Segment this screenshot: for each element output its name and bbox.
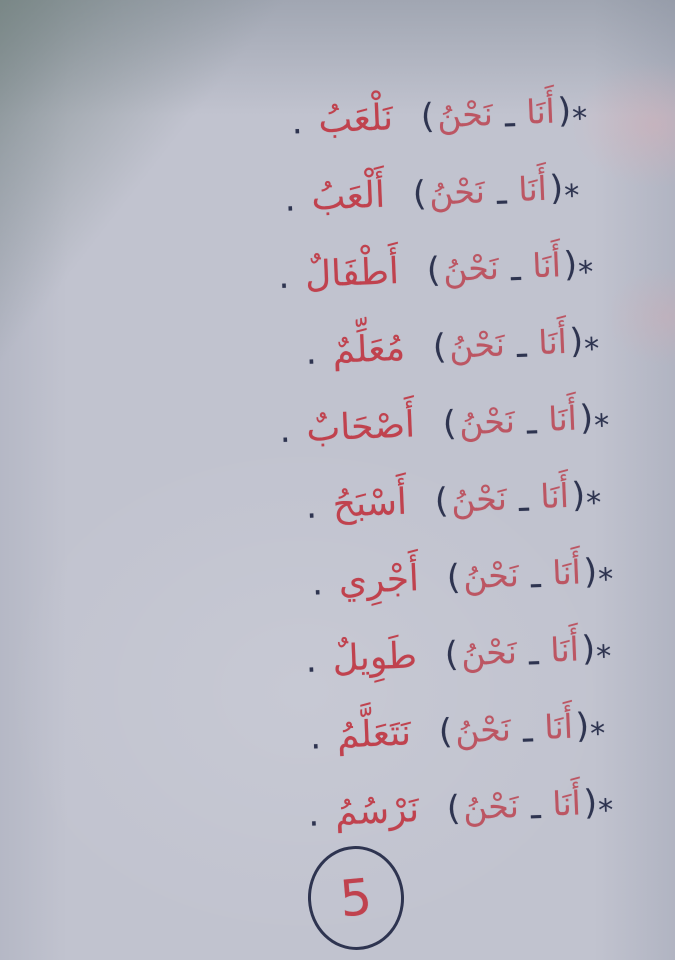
period-mark: .: [304, 331, 318, 373]
dash-separator: ـ: [525, 402, 538, 442]
pronoun-ana: أَنَا: [543, 706, 574, 747]
asterisk-mark: *: [589, 716, 607, 752]
close-paren: ): [446, 787, 462, 829]
close-paren: ): [442, 403, 458, 444]
pronoun-ana: أَنَا: [525, 91, 556, 132]
open-paren: (: [548, 167, 564, 209]
answer-word: أَسْبَحُ: [331, 481, 408, 526]
answer-word: نَرْسُمُ: [334, 789, 420, 834]
pronoun-nahnu: نَحْنُ: [442, 247, 500, 290]
asterisk-mark: *: [571, 101, 589, 137]
answer-word: مُعَلِّمٌ: [331, 327, 406, 372]
dash-separator: ـ: [517, 479, 530, 519]
open-paren: (: [578, 397, 594, 438]
pronoun-nahnu: نَحْنُ: [462, 785, 520, 828]
close-paren: ): [432, 326, 448, 368]
pronoun-ana: أَنَا: [551, 783, 582, 824]
pronoun-ana: أَنَا: [549, 629, 580, 670]
dash-separator: ـ: [529, 556, 542, 596]
page-number: 5: [337, 867, 375, 929]
dash-separator: ـ: [504, 95, 516, 135]
dash-separator: ـ: [521, 710, 534, 750]
period-mark: .: [305, 485, 318, 527]
asterisk-mark: *: [597, 793, 615, 829]
period-mark: .: [278, 410, 292, 451]
asterisk-mark: *: [563, 178, 581, 215]
dash-separator: ـ: [529, 787, 542, 827]
asterisk-mark: *: [593, 408, 611, 444]
answer-word: نَلْعَبُ: [317, 97, 394, 142]
asterisk-mark: *: [583, 331, 601, 368]
period-mark: .: [277, 256, 290, 297]
period-mark: .: [307, 793, 320, 835]
dash-separator: ـ: [496, 172, 508, 212]
close-paren: ): [446, 556, 462, 598]
dash-separator: ـ: [515, 325, 528, 366]
period-mark: .: [309, 716, 322, 758]
answer-word: أَطْفَالٌ: [304, 250, 400, 296]
close-paren: ): [434, 480, 450, 521]
answer-word: طَوِيلٌ: [331, 635, 418, 680]
open-paren: (: [582, 551, 598, 592]
open-paren: (: [574, 705, 590, 747]
asterisk-mark: *: [595, 639, 613, 675]
pronoun-ana: أَنَا: [531, 245, 562, 286]
open-paren: (: [568, 320, 584, 362]
answer-word: أَلْعَبُ: [310, 174, 386, 219]
close-paren: ): [412, 173, 428, 214]
open-paren: (: [570, 474, 586, 516]
pronoun-nahnu: نَحْنُ: [454, 709, 512, 751]
answer-word: أَجْرِي: [337, 558, 420, 603]
pronoun-nahnu: نَحْنُ: [428, 171, 486, 213]
open-paren: (: [582, 782, 598, 823]
pronoun-ana: أَنَا: [517, 168, 548, 209]
open-paren: (: [556, 90, 572, 131]
exercise-lines: [40, 70, 613, 840]
pronoun-nahnu: نَحْنُ: [460, 632, 518, 674]
pronoun-ana: أَنَا: [537, 321, 568, 363]
page-number-circle: [305, 844, 406, 953]
pronoun-nahnu: نَحْنُ: [436, 94, 494, 136]
close-paren: ): [438, 711, 454, 752]
period-mark: .: [304, 639, 318, 681]
close-paren: ): [420, 96, 436, 137]
open-paren: (: [562, 244, 578, 285]
open-paren: (: [580, 628, 596, 669]
pronoun-nahnu: نَحْنُ: [448, 324, 506, 366]
close-paren: ): [426, 249, 442, 291]
period-mark: .: [290, 101, 304, 142]
pronoun-ana: أَنَا: [547, 398, 578, 439]
period-mark: .: [311, 562, 324, 604]
close-paren: ): [444, 634, 460, 675]
asterisk-mark: *: [585, 485, 603, 522]
pronoun-nahnu: نَحْنُ: [458, 401, 516, 443]
period-mark: .: [283, 178, 297, 220]
asterisk-mark: *: [597, 562, 615, 598]
pronoun-ana: أَنَا: [539, 475, 570, 517]
dash-separator: ـ: [509, 248, 522, 289]
pronoun-nahnu: نَحْنُ: [450, 478, 508, 520]
pronoun-ana: أَنَا: [551, 552, 582, 593]
answer-word: أَصْحَابٌ: [305, 404, 416, 450]
asterisk-mark: *: [577, 254, 595, 291]
pronoun-nahnu: نَحْنُ: [462, 554, 520, 597]
dash-separator: ـ: [527, 633, 540, 673]
answer-word: نَتَعَلَّمُ: [336, 712, 412, 757]
